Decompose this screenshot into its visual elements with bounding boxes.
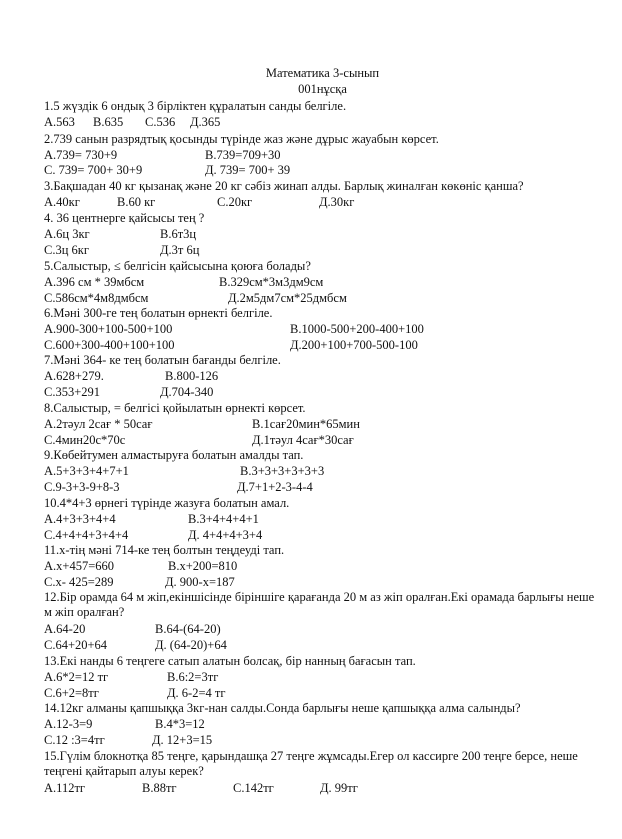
answer-option: Д. 12+3=15 [152,733,213,747]
answer-option: Д. 4+4+4+3+4 [188,528,263,542]
answer-option: С. 739= 700+ 30+9 [44,163,143,177]
question-text: 9.Көбейтумен алмастыруға болатын амалды тап. [44,448,304,462]
question-text: 3.Бақшадан 40 кг қызанақ және 20 кг сәбіз жинап алды. Барлық жиналған көкөніс қанша? [44,179,524,193]
question-text: 11.х-тің мәні 714-ке тең болтын теңдеуді тап. [44,543,285,557]
answer-option: Д. 900-х=187 [165,575,235,589]
answer-option: С.142тг [233,781,274,795]
answer-option: Д. (64-20)+64 [155,638,227,652]
answer-option: С.600+300-400+100+100 [44,338,175,352]
answer-option: Д. 6-2=4 тг [167,686,226,700]
question-text: 10.4*4+3 өрнегі түрінде жазуға болатын амал. [44,496,290,510]
question-text: 13.Екі нанды 6 теңгеге сатып алатын болсақ, бір нанның бағасын тап. [44,654,416,668]
answer-option: А.64-20 [44,622,86,636]
answer-option: А.х+457=660 [44,559,115,573]
answer-option: А.5+3+3+4+7+1 [44,464,129,478]
answer-option: А.2тәул 2сағ * 50сағ [44,417,153,431]
answer-option: В.1сағ20мин*65мин [252,417,360,431]
answer-option: В.88тг [142,781,177,795]
answer-option: С.12 :3=4тг [44,733,105,747]
answer-option: С.64+20+64 [44,638,108,652]
worksheet-variant: 001нұсқа [298,82,347,96]
answer-option: Д. 739= 700+ 39 [205,163,291,177]
question-text: 15.Гүлім блокнотқа 85 теңге, қарындашқа 27 теңге жұмсады.Егер ол кассирге 200 теңге берсе, неше теңгені қайтарып алуы керек? [44,749,578,778]
answer-option: Д.3т 6ц [160,243,200,257]
question-text: 7.Мәні 364- ке тең болатын бағанды белгіле. [44,353,281,367]
answer-option: Д. 99тг [320,781,358,795]
answer-option: А.396 см * 39мбсм [44,275,145,289]
answer-option: А.6ц 3кг [44,227,90,241]
answer-option: Д.200+100+700-500-100 [290,338,418,352]
question-text: 14.12кг алманы қапшыққа 3кг-нан салды.Сонда барлығы неше қапшыққа алма салынды? [44,701,521,715]
question-text: 1.5 жүздік 6 ондық 3 бірліктен құралатын санды белгіле. [44,99,347,113]
answer-option: В.6:2=3тг [167,670,219,684]
question-text: 4. 36 центнерге қайсысы тең ? [44,211,205,225]
answer-option: С.6+2=8тг [44,686,99,700]
question-text: 2.739 санын разрядтық қосынды түрінде жаз және дұрыс жауабын көрсет. [44,132,439,146]
answer-option: С.3ц 6кг [44,243,89,257]
question-text: 5.Салыстыр, ≤ белгісін қайсысына қоюға болады? [44,259,311,273]
answer-option: С.536 [145,115,176,129]
answer-option: Д.1тәул 4сағ*30сағ [252,433,354,447]
answer-option: Д.704-340 [160,385,214,399]
answer-option: С.4+4+4+3+4+4 [44,528,129,542]
answer-option: В.3+3+3+3+3+3 [240,464,325,478]
answer-option: С.4мин20с*70с [44,433,126,447]
answer-option: В.635 [93,115,124,129]
question-text: 8.Салыстыр, = белгісі қойылатын өрнекті көрсет. [44,401,306,415]
answer-option: А.4+3+3+4+4 [44,512,116,526]
answer-option: А.628+279. [44,369,104,383]
answer-option: С.353+291 [44,385,101,399]
answer-option: С.586см*4м8дмбсм [44,291,149,305]
answer-option: В.х+200=810 [168,559,238,573]
question-text: 6.Мәні 300-ге тең болатын өрнекті белгіле. [44,306,273,320]
answer-option: В.800-126 [165,369,219,383]
answer-option: А.900-300+100-500+100 [44,322,173,336]
answer-option: А.563 [44,115,75,129]
answer-option: Д.2м5дм7см*25дмбсм [228,291,347,305]
worksheet-title: Математика 3-сынып [265,66,380,80]
answer-option: В.6т3ц [160,227,197,241]
answer-option: А.12-3=9 [44,717,93,731]
answer-option: Д.7+1+2-3-4-4 [237,480,313,494]
question-text: 12.Бір орамда 64 м жіп,екіншісінде біріншіге қарағанда 20 м аз жіп оралған.Екі орамада барлығы неше м жіп оралған? [44,590,595,619]
answer-option: А.112тг [44,781,86,795]
answer-option: С.20кг [217,195,253,209]
answer-option: В.739=709+30 [205,148,281,162]
answer-option: А.6*2=12 тг [44,670,109,684]
answer-option: В.1000-500+200-400+100 [290,322,424,336]
answer-option: В.3+4+4+4+1 [188,512,259,526]
answer-option: А.40кг [44,195,80,209]
answer-option: В.64-(64-20) [155,622,221,636]
answer-option: Д.30кг [319,195,355,209]
answer-option: С.9-3+3-9+8-3 [44,480,120,494]
answer-option: В.60 кг [117,195,156,209]
answer-option: В.329см*3м3дм9см [219,275,324,289]
answer-option: В.4*3=12 [155,717,205,731]
answer-option: А.739= 730+9 [44,148,118,162]
answer-option: Д.365 [190,115,221,129]
answer-option: С.х- 425=289 [44,575,114,589]
